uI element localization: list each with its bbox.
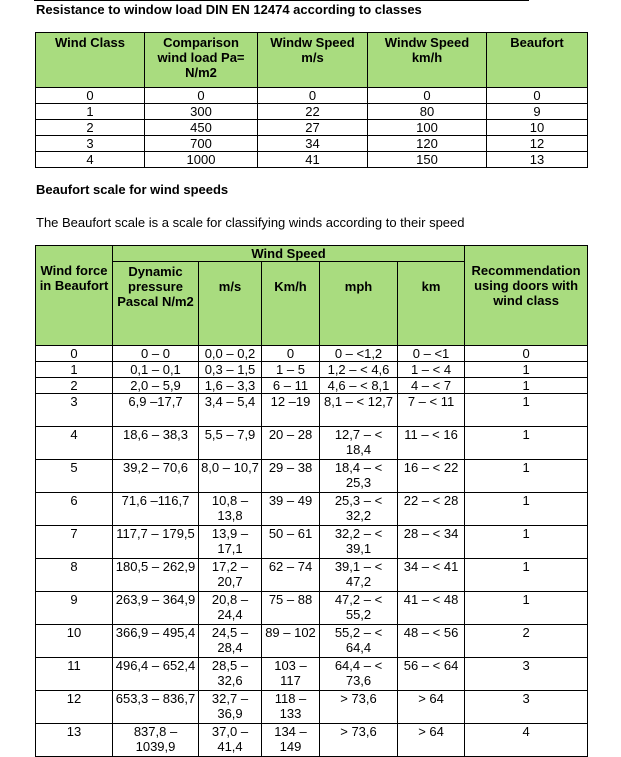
table-cell: 20,8 – 24,4	[199, 592, 262, 625]
header-kmh: Km/h	[262, 262, 320, 346]
table-cell: 24,5 – 28,4	[199, 625, 262, 658]
table-cell: 1 – 5	[262, 362, 320, 378]
table-cell: 0 – <1,2	[320, 346, 398, 362]
table-cell: 13	[487, 152, 588, 168]
table-cell: 450	[145, 120, 258, 136]
table-cell: > 64	[398, 724, 465, 757]
table-cell: 2,0 – 5,9	[113, 378, 199, 394]
header-recommendation: Recommendation using doors with wind class	[465, 246, 588, 346]
table-cell: 117,7 – 179,5	[113, 526, 199, 559]
table-cell: 56 – < 64	[398, 658, 465, 691]
table-cell: 3	[36, 136, 145, 152]
table-cell: 64,4 – < 73,6	[320, 658, 398, 691]
table-cell: 1	[465, 460, 588, 493]
table-cell: 8,1 – < 12,7	[320, 394, 398, 427]
table-cell: 37,0 – 41,4	[199, 724, 262, 757]
table-row	[36, 88, 588, 104]
table-cell: 0,1 – 0,1	[113, 362, 199, 378]
table-cell: 13	[36, 724, 113, 757]
table-cell: 1 – < 4	[398, 362, 465, 378]
table-cell: 2	[36, 120, 145, 136]
table-cell: 1000	[145, 152, 258, 168]
table-cell: 1	[465, 394, 588, 427]
table-cell: 0	[258, 88, 368, 104]
table-cell: 10,8 – 13,8	[199, 493, 262, 526]
table-cell: 28,5 – 32,6	[199, 658, 262, 691]
table-cell: 300	[145, 104, 258, 120]
table-cell: 0	[36, 88, 145, 104]
table-cell: 3	[36, 394, 113, 427]
table-cell: 34 – < 41	[398, 559, 465, 592]
table-cell: 1	[465, 362, 588, 378]
table-cell: 7	[36, 526, 113, 559]
table-row	[36, 362, 588, 378]
table-cell: 29 – 38	[262, 460, 320, 493]
table-cell: 5	[36, 460, 113, 493]
table-cell: 6 – 11	[262, 378, 320, 394]
table-cell: 4 – < 7	[398, 378, 465, 394]
table-cell: 55,2 – < 64,4	[320, 625, 398, 658]
table-header-row	[36, 33, 588, 88]
table-cell: 5,5 – 7,9	[199, 427, 262, 460]
table-cell: 39,2 – 70,6	[113, 460, 199, 493]
table-cell: 180,5 – 262,9	[113, 559, 199, 592]
table-cell: > 73,6	[320, 724, 398, 757]
table-row	[36, 658, 588, 691]
table-cell: 6	[36, 493, 113, 526]
table-cell: 50 – 61	[262, 526, 320, 559]
table-cell: 0 – <1	[398, 346, 465, 362]
table-header-row	[36, 246, 588, 262]
table-cell: 263,9 – 364,9	[113, 592, 199, 625]
table-cell: 48 – < 56	[398, 625, 465, 658]
table-row	[36, 378, 588, 394]
table-cell: 2	[465, 625, 588, 658]
table-cell: 1,2 – < 4,6	[320, 362, 398, 378]
table-cell: 118 – 133	[262, 691, 320, 724]
table-cell: 22 – < 28	[398, 493, 465, 526]
table-cell: 0,0 – 0,2	[199, 346, 262, 362]
table-cell: 18,4 – < 25,3	[320, 460, 398, 493]
table-row	[36, 559, 588, 592]
table-cell: 100	[368, 120, 487, 136]
header-dynamic-pressure: Dynamic pressure Pascal N/m2	[113, 262, 199, 346]
table-cell: 39,1 – < 47,2	[320, 559, 398, 592]
table-cell: 9	[36, 592, 113, 625]
table-cell: 1	[465, 526, 588, 559]
table-cell: 0	[36, 346, 113, 362]
table-cell: 1	[465, 378, 588, 394]
table-cell: 12,7 – < 18,4	[320, 427, 398, 460]
table-cell: 0	[262, 346, 320, 362]
table-cell: 11	[36, 658, 113, 691]
table-cell: 34	[258, 136, 368, 152]
table-row	[36, 152, 588, 168]
table-cell: 0	[145, 88, 258, 104]
top-rule	[34, 0, 529, 1]
table-cell: 0 – 0	[113, 346, 199, 362]
table-cell: 32,7 – 36,9	[199, 691, 262, 724]
header-wind-speed-group: Wind Speed	[113, 246, 465, 262]
table-cell: 27	[258, 120, 368, 136]
table-cell: 18,6 – 38,3	[113, 427, 199, 460]
heading-beaufort-scale: Beaufort scale for wind speeds	[36, 182, 229, 197]
table-cell: 103 – 117	[262, 658, 320, 691]
table-row	[36, 493, 588, 526]
table-cell: 12	[36, 691, 113, 724]
table-cell: 10	[36, 625, 113, 658]
heading-window-load: Resistance to window load DIN EN 12474 according to classes	[36, 2, 422, 17]
header-wind-load: Comparison wind load Pa= N/m2	[145, 33, 258, 88]
table-row	[36, 394, 588, 427]
table-cell: 4	[465, 724, 588, 757]
table-cell: 20 – 28	[262, 427, 320, 460]
table-cell: 12	[487, 136, 588, 152]
table-cell: 1	[36, 362, 113, 378]
table-cell: 4	[36, 152, 145, 168]
table-cell: > 73,6	[320, 691, 398, 724]
table-cell: 39 – 49	[262, 493, 320, 526]
table-cell: 71,6 –116,7	[113, 493, 199, 526]
table-cell: 0	[368, 88, 487, 104]
table-row	[36, 460, 588, 493]
table-cell: 62 – 74	[262, 559, 320, 592]
table-cell: 1	[465, 592, 588, 625]
table-cell: 3	[465, 658, 588, 691]
table-cell: 47,2 – < 55,2	[320, 592, 398, 625]
table-row	[36, 724, 588, 757]
table-row	[36, 136, 588, 152]
window-load-table	[35, 32, 588, 168]
table-cell: 41 – < 48	[398, 592, 465, 625]
table-cell: 6,9 –17,7	[113, 394, 199, 427]
table-cell: 1	[465, 493, 588, 526]
table-cell: 3,4 – 5,4	[199, 394, 262, 427]
table-cell: 80	[368, 104, 487, 120]
table-cell: 32,2 – < 39,1	[320, 526, 398, 559]
table-row	[36, 592, 588, 625]
table-cell: 89 – 102	[262, 625, 320, 658]
table-cell: 11 – < 16	[398, 427, 465, 460]
header-wind-class: Wind Class	[36, 33, 145, 88]
table-cell: 4	[36, 427, 113, 460]
table-cell: 2	[36, 378, 113, 394]
header-speed-kmh: Windw Speed km/h	[368, 33, 487, 88]
table-cell: 134 – 149	[262, 724, 320, 757]
table-cell: 700	[145, 136, 258, 152]
table-cell: 837,8 – 1039,9	[113, 724, 199, 757]
table-cell: 0,3 – 1,5	[199, 362, 262, 378]
table-cell: 12 –19	[262, 394, 320, 427]
header-mph: mph	[320, 262, 398, 346]
table-row	[36, 625, 588, 658]
table-cell: 13,9 – 17,1	[199, 526, 262, 559]
table-cell: 653,3 – 836,7	[113, 691, 199, 724]
table-cell: 1	[465, 559, 588, 592]
table-cell: 1,6 – 3,3	[199, 378, 262, 394]
table-cell: 41	[258, 152, 368, 168]
table-row	[36, 691, 588, 724]
table-cell: 25,3 – < 32,2	[320, 493, 398, 526]
table-cell: 8,0 – 10,7	[199, 460, 262, 493]
table-cell: > 64	[398, 691, 465, 724]
header-km: km	[398, 262, 465, 346]
table-cell: 150	[368, 152, 487, 168]
table-cell: 22	[258, 104, 368, 120]
table-cell: 496,4 – 652,4	[113, 658, 199, 691]
table-cell: 8	[36, 559, 113, 592]
table-cell: 7 – < 11	[398, 394, 465, 427]
table-cell: 120	[368, 136, 487, 152]
header-wind-force: Wind force in Beaufort	[36, 246, 113, 346]
table-cell: 1	[36, 104, 145, 120]
table-cell: 366,9 – 495,4	[113, 625, 199, 658]
table-cell: 0	[465, 346, 588, 362]
table-row	[36, 427, 588, 460]
header-beaufort: Beaufort	[487, 33, 588, 88]
table-cell: 10	[487, 120, 588, 136]
table-cell: 1	[465, 427, 588, 460]
table-cell: 4,6 – < 8,1	[320, 378, 398, 394]
table-row	[36, 526, 588, 559]
table-row	[36, 120, 588, 136]
table-cell: 0	[487, 88, 588, 104]
table-cell: 17,2 – 20,7	[199, 559, 262, 592]
beaufort-description: The Beaufort scale is a scale for classifying winds according to their speed	[36, 215, 465, 230]
table-row	[36, 104, 588, 120]
table-row	[36, 346, 588, 362]
header-speed-ms: Windw Speed m/s	[258, 33, 368, 88]
table-cell: 75 – 88	[262, 592, 320, 625]
table-cell: 3	[465, 691, 588, 724]
header-ms: m/s	[199, 262, 262, 346]
table-cell: 28 – < 34	[398, 526, 465, 559]
table-cell: 9	[487, 104, 588, 120]
table-cell: 16 – < 22	[398, 460, 465, 493]
beaufort-table	[35, 245, 588, 757]
